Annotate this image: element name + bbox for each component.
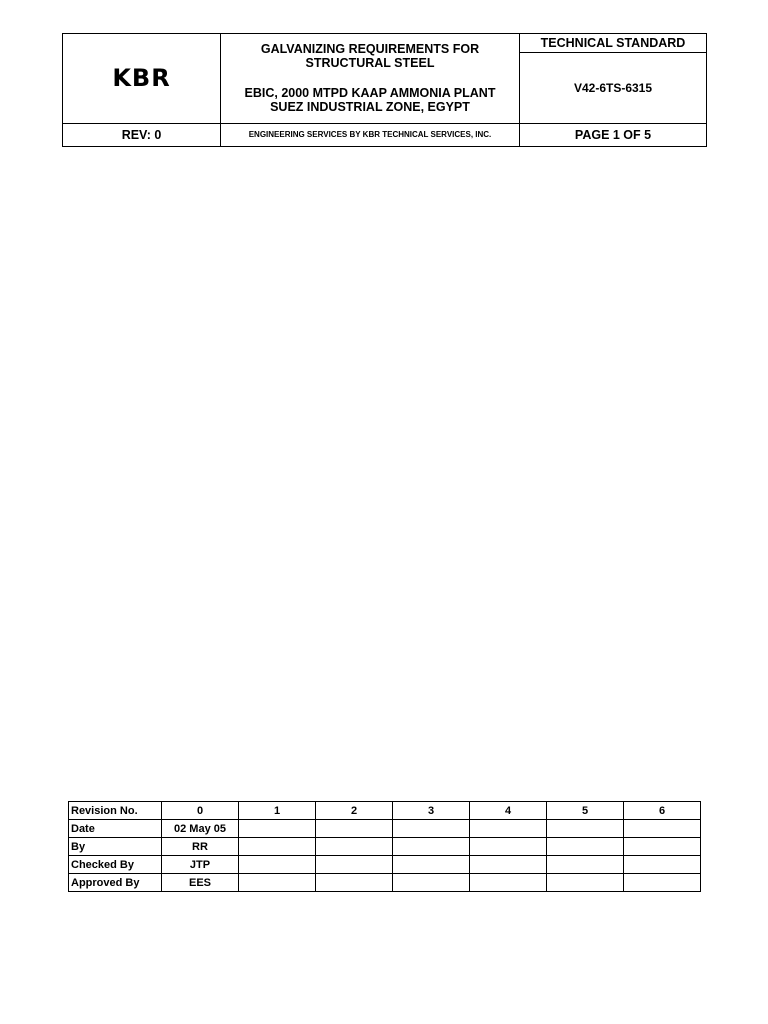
table-cell: 6 [624,802,701,820]
table-cell [547,856,624,874]
table-cell [393,820,470,838]
project-line-2: SUEZ INDUSTRIAL ZONE, EGYPT [270,100,470,115]
project-line-1: EBIC, 2000 MTPD KAAP AMMONIA PLANT [244,86,496,101]
table-cell: 5 [547,802,624,820]
document-type: TECHNICAL STANDARD [520,34,707,53]
table-row [69,802,701,820]
row-label: Revision No. [69,802,162,820]
document-number: V42-6TS-6315 [520,53,707,124]
table-cell [624,820,701,838]
revision-table [68,801,701,892]
table-cell: EES [162,874,239,892]
revision-label: REV: 0 [63,123,221,146]
table-cell [393,838,470,856]
table-cell [316,856,393,874]
title-line-1: GALVANIZING REQUIREMENTS FOR [260,42,480,57]
company-logo [63,34,221,124]
table-cell [470,856,547,874]
document-title-block [221,34,520,124]
table-cell [393,856,470,874]
table-cell: RR [162,838,239,856]
table-cell: 02 May 05 [162,820,239,838]
table-cell [470,838,547,856]
table-cell [470,874,547,892]
table-row [69,856,701,874]
table-cell: 0 [162,802,239,820]
table-cell [239,856,316,874]
table-row [69,874,701,892]
table-row [69,838,701,856]
table-cell [316,874,393,892]
table-cell: 3 [393,802,470,820]
document-header [62,33,707,147]
table-cell [547,838,624,856]
logo-text: KBR [112,64,171,93]
title-line-2: STRUCTURAL STEEL [305,56,435,71]
engineering-services: ENGINEERING SERVICES BY KBR TECHNICAL SERVICES, INC. [221,123,520,146]
table-row [69,820,701,838]
table-cell [393,874,470,892]
table-cell [239,820,316,838]
table-cell [239,838,316,856]
table-cell: 4 [470,802,547,820]
table-cell: JTP [162,856,239,874]
table-cell [316,838,393,856]
page-number: PAGE 1 OF 5 [520,123,707,146]
table-cell [624,874,701,892]
table-cell [547,874,624,892]
row-label: Date [69,820,162,838]
table-cell [316,820,393,838]
row-label: Checked By [69,856,162,874]
table-cell [547,820,624,838]
table-cell [470,820,547,838]
row-label: By [69,838,162,856]
table-cell: 2 [316,802,393,820]
table-cell [624,856,701,874]
table-cell [239,874,316,892]
table-cell [624,838,701,856]
table-cell: 1 [239,802,316,820]
row-label: Approved By [69,874,162,892]
